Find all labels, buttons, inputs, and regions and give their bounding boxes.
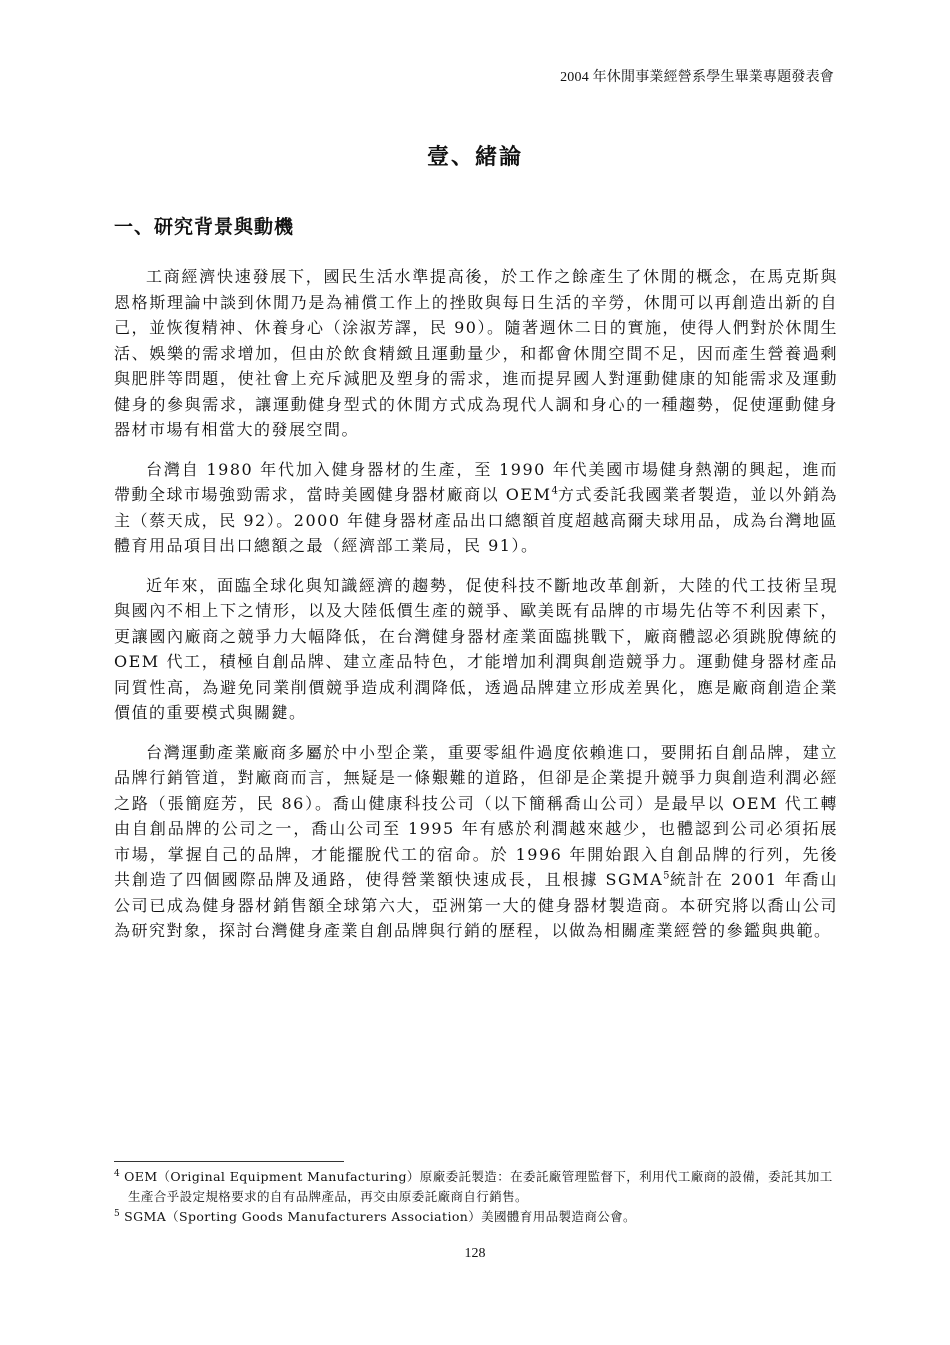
paragraph-2-text-a: 台灣自 1980 年代加入健身器材的生產，至 1990 年代美國市場健身熱潮的興起，進而帶動全球市場強勁需求，當時美國健身器材廠商以 OEM xyxy=(114,459,838,504)
paragraph-1: 工商經濟快速發展下，國民生活水準提高後，於工作之餘產生了休閒的概念，在馬克斯與恩格斯理論中談到休閒乃是為補償工作上的挫敗與每日生活的辛勞，休閒可以再創造出新的自己，並恢復精神、休養身心（涂淑芳譯，民 90）。隨著週休二日的實施，使得人們對於休閒生活、娛樂的需求增加，但由於飲食精緻且運動量少，和都會休閒空間不足，因而產生營養過剩與肥胖等問題，使社會上充斥減肥及塑身的需求，進而提昇國人對運動健康的知能需求及運動健身的參與需求，讓運動健身型式的休閒方式成為現代人調和身心的一種趨勢，促使運動健身器材市場有相當大的發展空間。 xyxy=(114,267,838,439)
footnote-text: OEM（Original Equipment Manufacturing）原廠委託製造：在委託廠管理監督下，利用代工廠商的設備，委託其加工生產合乎設定規格要求的自有品牌產品，再交由原委託廠商自行銷售。 xyxy=(124,1169,833,1204)
page-number: 128 xyxy=(464,1246,486,1261)
footnote-ref-4: 4 xyxy=(551,485,558,497)
chapter-title: 壹、緒論 xyxy=(426,144,523,170)
footnote-text: SGMA（Sporting Goods Manufacturers Association）美國體育用品製造商公會。 xyxy=(124,1209,636,1224)
paragraph-3: 近年來，面臨全球化與知識經濟的趨勢，促使科技不斷地改革創新，大陸的代工技術呈現與國內不相上下之情形，以及大陸低價生產的競爭、歐美既有品牌的市場先佔等不利因素下，更讓國內廠商之競爭力大幅降低，在台灣健身器材產業面臨挑戰下，廠商體認必須跳脫傳統的 OEM 代工，積極自創品牌、建立產品特色，才能增加利潤與創造競爭力。運動健身器材產品同質性高，為避免同業削價競爭造成利潤降低，透過品牌建立形成差異化，應是廠商創造企業價值的重要模式與關鍵。 xyxy=(114,575,838,722)
paragraph-2 xyxy=(114,457,838,559)
paragraph-4-text-a: 台灣運動產業廠商多屬於中小型企業，重要零組件過度依賴進口，要開拓自創品牌，建立品牌行銷管道，對廠商而言，無疑是一條艱難的道路，但卻是企業提升競爭力與創造利潤必經之路（張簡庭芳，民 86）。喬山健康科技公司（以下簡稱喬山公司）是最早以 OEM 代工轉由自創品牌的公司之一，喬山公司至 1995 年有感於利潤越來越少，也體認到公司必須拓展市場，掌握自己的品牌，才能擺脫代工的宿命。於 1996 年開始跟入自創品牌的行列，先後共創造了四個國際品牌及通路，使得營業額快速成長，且根據 SGMA xyxy=(114,742,838,889)
running-header: 2004 年休閒事業經營系學生畢業專題發表會 xyxy=(560,70,834,85)
section-heading: 一、研究背景與動機 xyxy=(114,216,295,238)
footnote-number: 5 xyxy=(114,1208,121,1219)
footnote-4 xyxy=(114,1167,838,1207)
footnote-number: 4 xyxy=(114,1168,121,1179)
footnotes xyxy=(114,1167,838,1227)
footnote-ref-5: 5 xyxy=(663,870,670,882)
paragraph-4-text-b: 統計在 2001 年喬山公司已成為健身器材銷售額全球第六大，亞洲第一大的健身器材製造商。本研究將以喬山公司為研究對象，探討台灣健身產業自創品牌與行銷的歷程，以做為相關產業經營的參鑑與典範。 xyxy=(114,870,838,940)
footnote-5 xyxy=(114,1207,838,1227)
paragraph-4 xyxy=(114,740,838,944)
paragraph-2-text-b: 方式委託我國業者製造，並以外銷為主（蔡天成，民 92）。2000 年健身器材產品出口總額首度超越高爾夫球用品，成為台灣地區體育用品項目出口總額之最（經濟部工業局，民 91）。 xyxy=(114,485,838,555)
footnote-divider xyxy=(114,1161,344,1162)
body-text xyxy=(114,264,838,958)
